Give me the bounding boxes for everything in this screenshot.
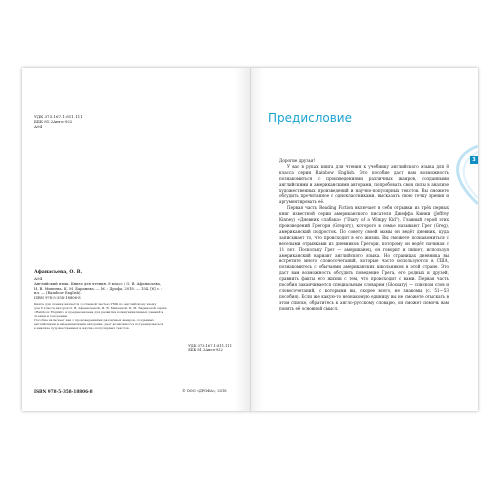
bbk-line: ББК 81.2Англ-922 [34, 119, 73, 124]
page-title: Предисловие [268, 111, 352, 125]
annotation-line: для 8 класса авторов О. В. Афанасьевой, И. В. Михеевой, К. М. Барановой серии [34, 306, 167, 311]
isbn-footer: ISBN 978-5-358-18806-8 [34, 389, 93, 394]
catalog-description [34, 282, 232, 300]
right-page [251, 68, 478, 411]
paragraph: Первая часть Reading Fiction включает в себя отрывки из трёх первых книг известной серии американского писателя Джеффа Кинни (Jeffrey Kinney) «Дневник слабака» ("Diary of a Wimpy Kid"). Главный герой этих произведений Грегори (Gregory), которого в семье называют Грег (Greg), американский подросток. По совету своей мамы он ведёт дневник, куда записывает то, что происходит в его жизни. Вы сможете познакомиться с веселыми отрывками из дневников Грегори, которому он ведёт начиная с 11 лет. Поскольку Грег — американец, он говорит и пишет, используя американский вариант английского языка. Но страницах дневника вы встретите много словосочетаний, которые часто используются в США, познакомитесь с обычаями американских школьников в этой стране. Это даст вам возможность обсудить поведение Грега, его родных и друзей, сравнить факты его жизни с тем, что происходит с вами. Первая часть пособия заканчивается специальным словарем (Glossary) — списком слов и словосочетаний, с которыми вы, скорее всего, не знакомы (с. 51—53 пособия). Если же какую-то незнакомую единицу вы не сможете отыскать в этом списке, обратитесь к англо-русскому словарю, он сможет помочь вам понять её основной смысл. [279, 205, 449, 311]
catalog-isbn: ISBN 978-5-358-18806-8 [34, 295, 81, 300]
udk-block [34, 114, 104, 129]
catalog-annotation [34, 303, 232, 330]
paragraph: У вас в руках книга для чтения к учебнику английского языка для 8 класса серии Rainbow English. Это пособие даст вам возможность познакомиться с произведениями различных жанров, созданными английскими и американскими авторами, попробовать свои силы в анализе художественных произведений и научно-популярных текстов. Вы сможете обсудить прочитанное с одноклассниками, высказать свою точку зрения и аргументировать её. [279, 163, 449, 205]
catalog-card [34, 270, 232, 353]
preface-text [279, 158, 449, 312]
annotation-line: «Rainbow English» и предназначена для развития коммуникативных умений в [34, 310, 164, 315]
book-spread [22, 68, 478, 411]
greeting: Дорогие друзья! [279, 158, 316, 163]
annotation-line: Книга для чтения является составной частью УМК по английскому языку [34, 302, 157, 307]
catalog-desc-line: ил. — (Rainbow English). [34, 291, 82, 296]
udk-line: УДК 373.167.1:811.111 [34, 114, 83, 119]
catalog-mark: А94 [34, 276, 43, 281]
author-mark-line: А94 [34, 124, 43, 129]
annotation-line: чтении и говорении. [34, 314, 68, 319]
page-number-badge: 3 [470, 156, 478, 164]
catalog-desc-line: И. В. Михеева, К. М. Баранова. — М. : Дрофа, 2018. — 154, [6] с. : [34, 286, 163, 291]
annotation-line: Пособие включает как с произведениями различных жанров, созданных [34, 318, 155, 322]
copyright-footer: © ООО «ДРОФА», 2018 [182, 389, 227, 393]
annotation-line: в анализе художественных и научно-популярных текстов. [34, 325, 130, 330]
catalog-index-line: УДК 373.167.1:811.111 [188, 344, 232, 348]
catalog-index [188, 344, 232, 353]
catalog-author: Афанасьева, О. В. [34, 270, 83, 275]
left-page [22, 68, 250, 411]
catalog-index-line: ББК 81.2Англ-922 [188, 348, 223, 353]
annotation-line: английскими и американскими авторами, дает возможность потренироваться [34, 321, 164, 326]
catalog-desc-line: Английский язык. Книга для чтения. 8 класс / О. В. Афанасьева, [34, 282, 161, 286]
